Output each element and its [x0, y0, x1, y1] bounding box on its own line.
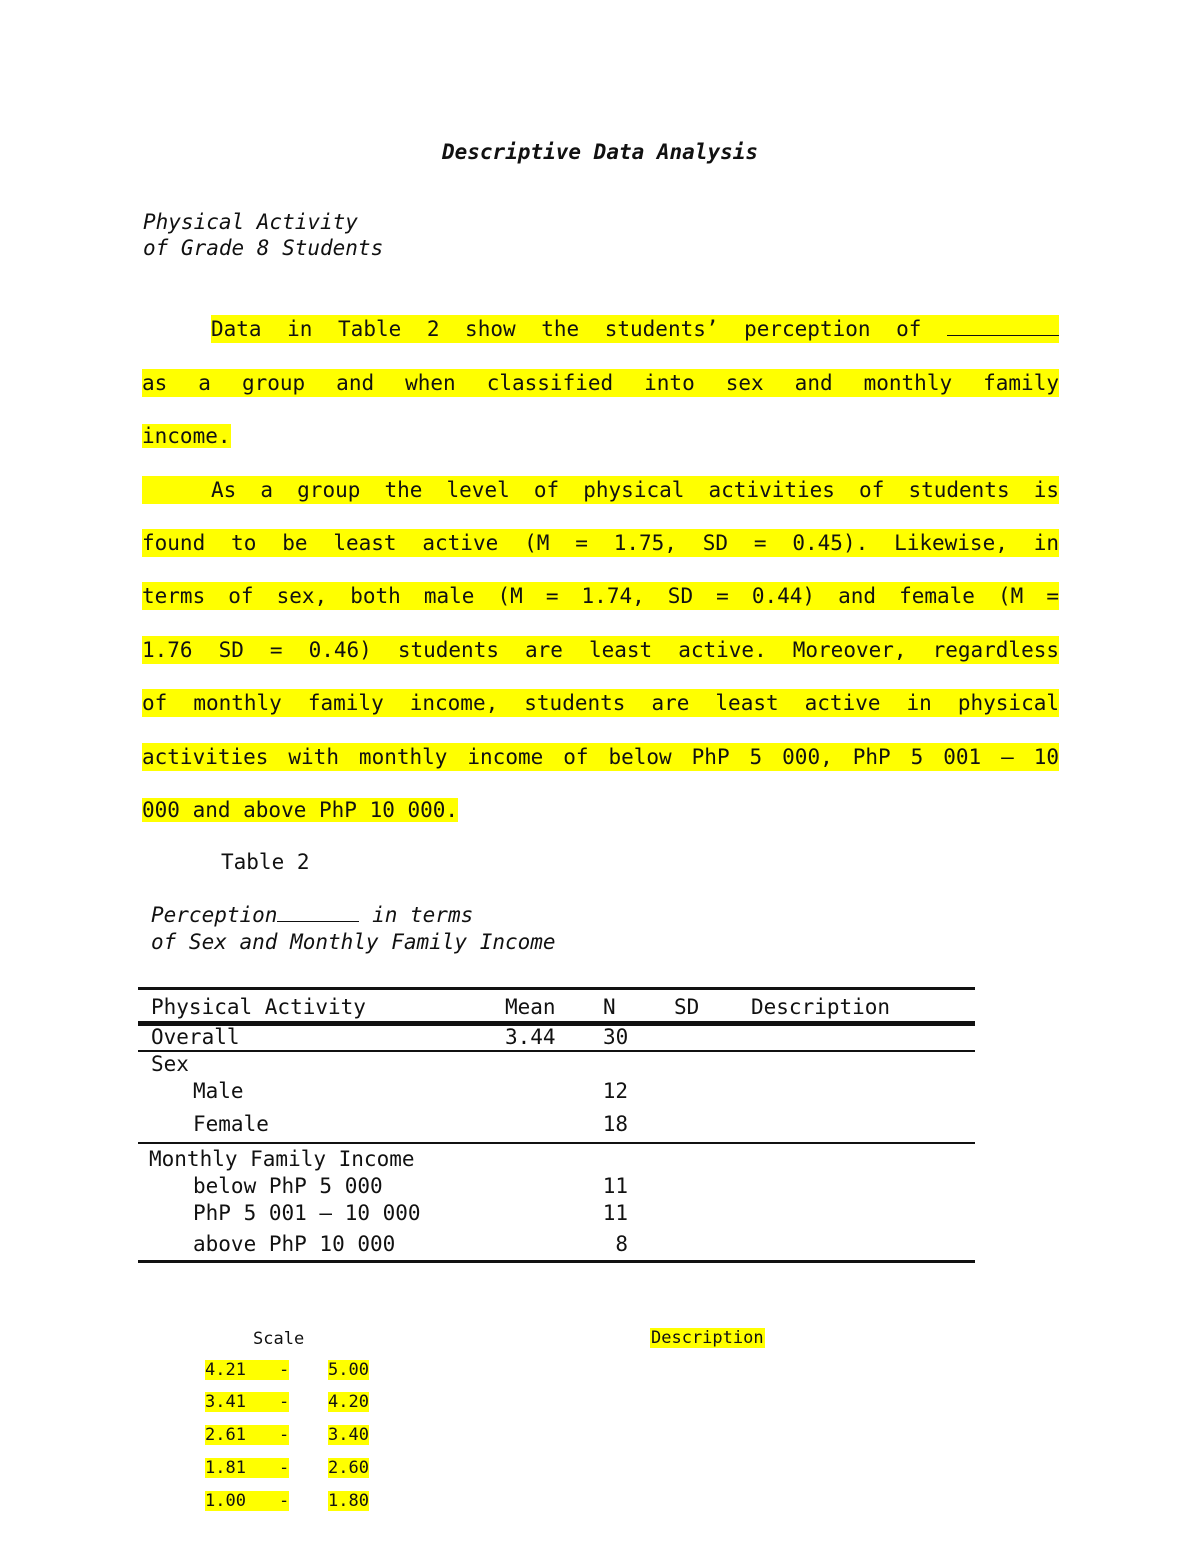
- scale-row-5-low: [205, 1491, 289, 1511]
- table-caption-line2: of Sex and Monthly Family Income: [151, 930, 556, 954]
- paragraph-1-line-3: [142, 422, 231, 450]
- scale-row-4-dash: -: [279, 1458, 290, 1478]
- paragraph-2-line-7: [142, 796, 458, 824]
- table-row-income-below-label: below PhP 5 000: [193, 1174, 383, 1198]
- table-header-n: N: [603, 995, 616, 1019]
- paragraph-2-line-5: of monthly family income, students are least active in physical: [142, 691, 1059, 715]
- table-row-income-middle-label: PhP 5 001 – 10 000: [193, 1201, 421, 1225]
- paragraph-2-line-7-text: 000 and above PhP 10 000.: [142, 798, 459, 822]
- table-row-male-label: Male: [193, 1079, 244, 1103]
- table-top-rule: [138, 987, 975, 990]
- scale-row-5-high: 1.80: [328, 1491, 369, 1511]
- scale-row-3-dash: -: [279, 1425, 290, 1445]
- scale-row-2-low: [205, 1392, 289, 1412]
- table-row-female-n: 18: [602, 1112, 628, 1136]
- paragraph-1-line-1: [211, 315, 1059, 343]
- table-row-overall-n: 30: [603, 1025, 629, 1049]
- scale-description-header: Description: [651, 1328, 764, 1348]
- paragraph-1-line-2: as a group and when classified into sex and monthly family: [142, 371, 1059, 395]
- scale-row-1-dash: -: [279, 1360, 290, 1380]
- section-heading-line2: of Grade 8 Students: [143, 236, 384, 260]
- scale-row-3-low-value: 2.61: [205, 1425, 246, 1445]
- table-row-male-n: 12: [602, 1079, 628, 1103]
- paragraph-2-line-4: 1.76 SD = 0.46) students are least active. Moreover, regardless: [142, 638, 1059, 662]
- table-row-overall-label: Overall: [151, 1025, 240, 1049]
- table-caption-line1: [151, 903, 473, 927]
- section-heading-line1: Physical Activity: [143, 210, 358, 234]
- scale-row-4-high: 2.60: [328, 1458, 369, 1478]
- paragraph-1-line-1-text: Data in Table 2 show the students’ perception of: [211, 317, 922, 341]
- scale-row-1-low-value: 4.21: [205, 1360, 246, 1380]
- table-row-income-above-n: 8: [615, 1232, 628, 1256]
- paragraph-2-line-3: terms of sex, both male (M = 1.74, SD = 0.44) and female (M =: [142, 584, 1059, 608]
- table-header-activity: Physical Activity: [151, 995, 366, 1019]
- blank-line: [947, 317, 1059, 336]
- scale-row-3-high: 3.40: [328, 1425, 369, 1445]
- scale-row-4-low: [205, 1458, 289, 1478]
- scale-header: Scale: [253, 1329, 305, 1349]
- table-row-income-label: Monthly Family Income: [149, 1147, 415, 1171]
- scale-row-1-high: 5.00: [328, 1360, 369, 1380]
- scale-row-2-low-value: 3.41: [205, 1392, 246, 1412]
- scale-row-5-low-value: 1.00: [205, 1491, 246, 1511]
- table-header-description: Description: [751, 995, 891, 1019]
- scale-row-1-low: [205, 1360, 289, 1380]
- scale-row-3-low: [205, 1425, 289, 1445]
- scale-row-4-low-value: 1.81: [205, 1458, 246, 1478]
- table-caption-part2: in terms: [359, 903, 474, 927]
- table-overall-rule: [138, 1050, 975, 1052]
- paragraph-2-line-2: found to be least active (M = 1.75, SD = 0.45). Likewise, in: [142, 531, 1059, 555]
- table-row-female-label: Female: [193, 1112, 269, 1136]
- table-row-income-below-n: 11: [602, 1174, 628, 1198]
- caption-blank-line: [277, 903, 359, 922]
- paragraph-1-line-3-text: income.: [142, 424, 231, 448]
- table-bottom-rule: [138, 1260, 975, 1263]
- table-row-overall-mean: 3.44: [505, 1025, 556, 1049]
- paragraph-2-line-1: As a group the level of physical activities of students is: [142, 476, 1059, 504]
- table-header-sd: SD: [674, 995, 700, 1019]
- table-label: Table 2: [221, 850, 310, 874]
- paragraph-2-line-6: activities with monthly income of below PhP 5 000, PhP 5 001 – 10: [142, 745, 1059, 769]
- page-title: Descriptive Data Analysis: [441, 140, 759, 164]
- table-caption-part1: Perception: [151, 903, 278, 927]
- scale-row-2-dash: -: [279, 1392, 290, 1412]
- scale-row-5-dash: -: [279, 1491, 290, 1511]
- scale-row-2-high: 4.20: [328, 1392, 369, 1412]
- table-header-mean: Mean: [505, 995, 556, 1019]
- table-row-income-middle-n: 11: [602, 1201, 628, 1225]
- table-sex-rule: [138, 1142, 975, 1144]
- table-row-income-above-label: above PhP 10 000: [193, 1232, 396, 1256]
- table-header-rule: [138, 1021, 975, 1026]
- table-row-sex-label: Sex: [151, 1052, 189, 1076]
